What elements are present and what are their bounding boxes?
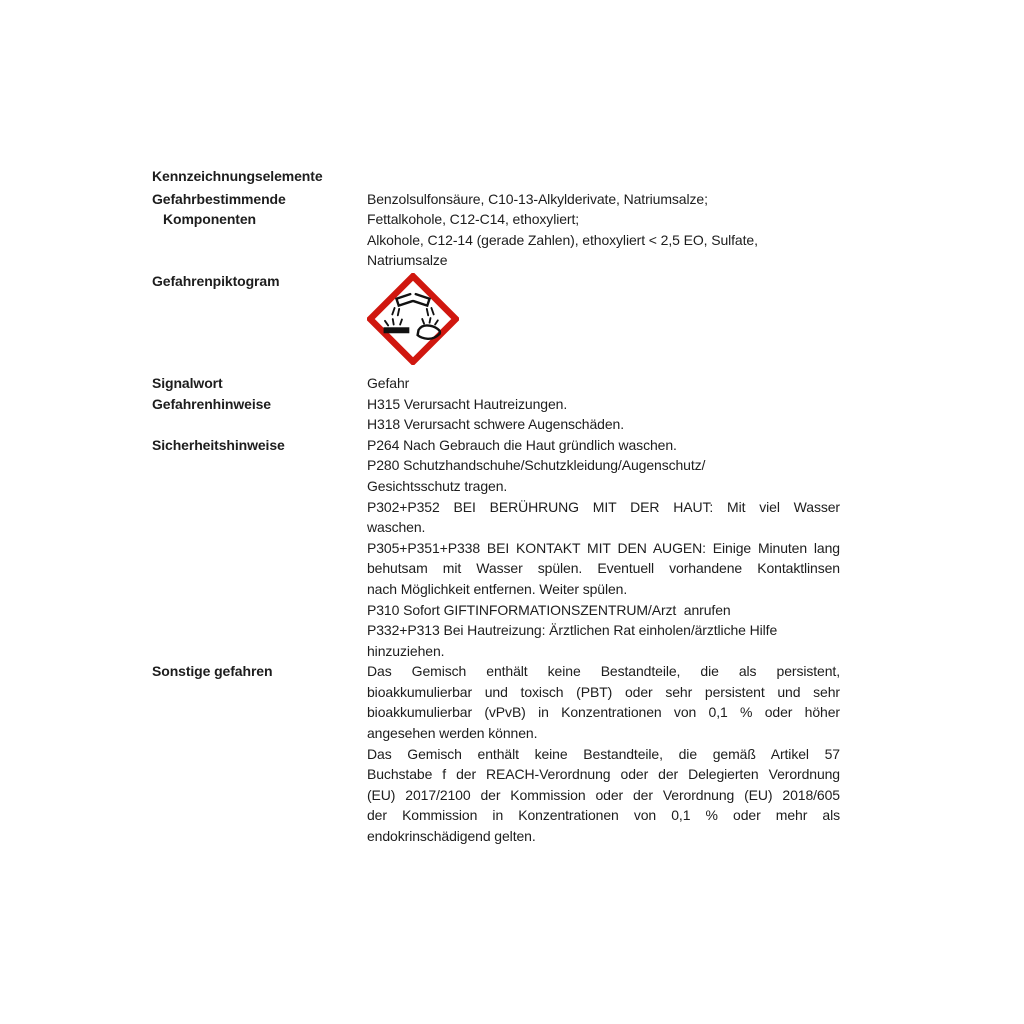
label-sicherheitshinweise [152,435,367,456]
other-hazards-line: angesehen werden können. [367,725,538,742]
row-signalwort [152,373,842,394]
precaution-statement: P305+P351+P338 BEI KONTAKT MIT DEN AUGEN: Einige Minuten lang [367,539,840,556]
other-hazards-line: der Kommission in Konzentrationen von 0,1 % oder mehr als [367,807,840,824]
label-gefahrenhinweise [152,394,367,415]
label-line: Gefahrenhinweise [152,395,271,412]
other-hazards-line: bioakkumulierbar und toxisch (PBT) oder sehr persistent und sehr [367,683,840,700]
component-line: Benzolsulfonsäure, C10-13-Alkylderivate, Natriumsalze; [367,190,708,207]
precaution-statement: Gesichtsschutz tragen. [367,477,508,494]
label-gefahrenpiktogram [152,271,367,292]
label-line: Komponenten [163,211,257,228]
other-hazards-line: bioakkumulierbar (vPvB) in Konzentrationen von 0,1 % oder höher [367,704,840,721]
precaution-statement: waschen. [367,519,426,536]
value-sicherheitshinweise [367,435,840,662]
row-gefahrbestimmende-komponenten [152,189,842,271]
row-gefahrenhinweise [152,394,842,435]
row-sicherheitshinweise [152,435,842,662]
precaution-statement: P264 Nach Gebrauch die Haut gründlich waschen. [367,436,677,453]
other-hazards-line: (EU) 2017/2100 der Kommission oder der Verordnung (EU) 2018/605 [367,786,840,803]
section-heading-row [152,166,842,189]
component-line: Natriumsalze [367,252,448,269]
component-line: Fettalkohole, C12-C14, ethoxyliert; [367,211,580,228]
label-line: Gefahrenpiktogram [152,272,280,289]
label-line: Sicherheitshinweise [152,436,285,453]
label-signalwort [152,373,367,394]
value-piktogram [367,271,840,373]
other-hazards-line: endokrinschädigend gelten. [367,828,536,845]
precaution-statement: nach Möglichkeit entfernen. Weiter spülen. [367,580,628,597]
component-line: Alkohole, C12-14 (gerade Zahlen), ethoxyliert < 2,5 EO, Sulfate, [367,231,758,248]
row-sonstige-gefahren [152,661,842,846]
other-hazards-line: Buchstabe f der REACH-Verordnung oder der Delegierten Verordnung [367,766,840,783]
other-hazards-line: Das Gemisch enthält keine Bestandteile, die als persistent, [367,663,840,680]
label-line: Sonstige gefahren [152,663,273,680]
precaution-statement: P310 Sofort GIFTINFORMATIONSZENTRUM/Arzt anrufen [367,601,731,618]
sds-labelling-section [152,166,842,847]
hazard-statement: H315 Verursacht Hautreizungen. [367,395,568,412]
hazard-statement: H318 Verursacht schwere Augenschäden. [367,416,625,433]
precaution-statement: P302+P352 BEI BERÜHRUNG MIT DER HAUT: Mit viel Wasser [367,498,840,515]
label-gefahrbestimmende-komponenten [152,189,367,230]
value-gefahrenhinweise [367,394,840,435]
label-sonstige-gefahren [152,661,367,682]
precaution-statement: behutsam mit Wasser spülen. Eventuell vorhandene Kontaktlinsen [367,560,840,577]
precaution-statement: P332+P313 Bei Hautreizung: Ärztlichen Rat einholen/ärztliche Hilfe [367,622,778,639]
value-sonstige-gefahren [367,661,840,846]
row-gefahrenpiktogram [152,271,842,373]
precaution-statement: hinzuziehen. [367,642,445,659]
other-hazards-line: Das Gemisch enthält keine Bestandteile, die gemäß Artikel 57 [367,745,840,762]
label-line: Signalwort [152,374,223,391]
ghs05-corrosion-icon [367,273,459,365]
value-signalwort [367,373,840,394]
value-komponenten [367,189,840,271]
section-heading: Kennzeichnungselemente [152,168,323,184]
label-line: Gefahrbestimmende [152,190,286,207]
signal-word: Gefahr [367,374,410,391]
precaution-statement: P280 Schutzhandschuhe/Schutzkleidung/Augenschutz/ [367,457,706,474]
